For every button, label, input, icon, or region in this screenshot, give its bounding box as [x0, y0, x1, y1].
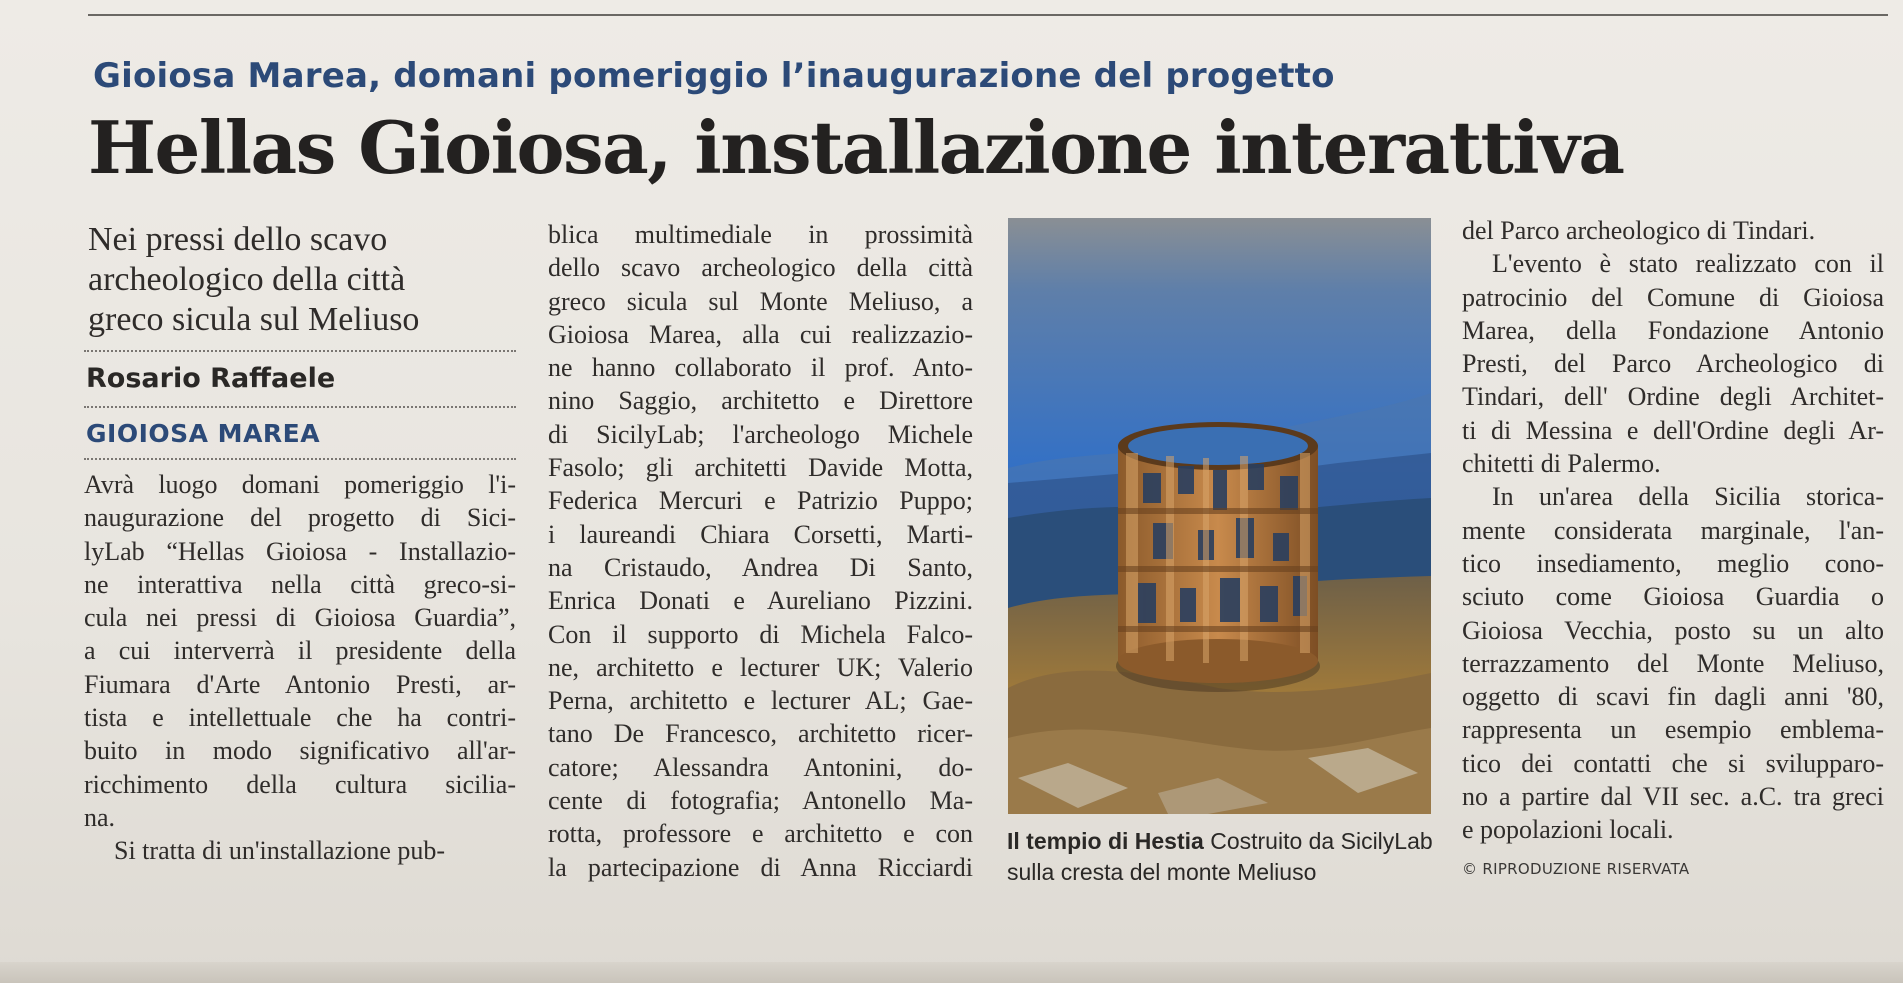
text-line: nino Saggio, architetto e Direttore	[548, 386, 973, 416]
subhead-line: greco sicula sul Meliuso	[88, 301, 420, 338]
photo-caption	[1007, 826, 1437, 888]
top-rule	[88, 14, 1888, 16]
text-line: tico dei contatti che si svilupparo-	[1462, 748, 1884, 778]
text-line: ne hanno collaborato il prof. Anto-	[548, 353, 973, 383]
text-line: ne, architetto e lecturer UK; Valerio	[548, 652, 973, 682]
column-1	[84, 220, 516, 868]
article-dateline: GIOIOSA MAREA	[86, 419, 321, 448]
column-2-body	[548, 218, 973, 884]
column-2	[548, 218, 973, 884]
subhead-line: archeologico della città	[88, 261, 406, 298]
text-line: rotta, professore e architetto e con	[548, 819, 973, 849]
text-line: cente di fotografia; Antonello Ma-	[548, 786, 973, 816]
text-line: lyLab “Hellas Gioiosa - Installazio-	[84, 536, 516, 566]
text-line: Enrica Donati e Aureliano Pizzini.	[548, 586, 973, 616]
text-line: Gioiosa Marea, alla cui realizzazio-	[548, 319, 973, 349]
text-line: chitetti di Palermo.	[1462, 449, 1661, 479]
text-line: blica multimediale in prossimità	[548, 220, 973, 249]
text-line: L'evento è stato realizzato con il	[1492, 249, 1884, 279]
text-line: Presti, del Parco Archeologico di	[1462, 349, 1884, 379]
text-line: sciuto come Gioiosa Guardia o	[1462, 582, 1884, 612]
caption-text: Costruito da SicilyLab sulla cresta del monte Meliuso	[1007, 828, 1433, 885]
text-line: na Cristaudo, Andrea Di Santo,	[548, 552, 973, 582]
column-1-body	[84, 468, 516, 868]
temple-illustration	[1008, 218, 1431, 814]
text-line: naugurazione del progetto di Sici-	[84, 503, 516, 533]
bottom-edge	[0, 962, 1903, 983]
text-line: Marea, della Fondazione Antonio	[1462, 315, 1884, 345]
text-line: di SicilyLab; l'archeologo Michele	[548, 419, 973, 449]
text-line: patrocinio del Comune di Gioiosa	[1462, 282, 1884, 312]
text-line: no a partire dal VII sec. a.C. tra greci	[1462, 782, 1884, 812]
text-line: ricchimento della cultura sicilia-	[84, 769, 516, 799]
text-line: greco sicula sul Monte Meliuso, a	[548, 286, 973, 316]
text-line: rappresenta un esempio emblema-	[1462, 715, 1884, 745]
text-line: dello scavo archeologico della città	[548, 253, 973, 283]
dotted-divider	[84, 458, 516, 460]
reproduction-notice: © RIPRODUZIONE RISERVATA	[1462, 859, 1690, 878]
text-line: catore; Alessandra Antonini, do-	[548, 752, 973, 782]
text-line: cula nei pressi di Gioiosa Guardia”,	[84, 603, 516, 633]
subhead-line: Nei pressi dello scavo	[88, 221, 388, 258]
text-line: Si tratta di un'installazione pub-	[114, 836, 446, 866]
text-line: del Parco archeologico di Tindari.	[1462, 216, 1816, 245]
text-line: e popolazioni locali.	[1462, 815, 1674, 845]
text-line: Federica Mercuri e Patrizio Puppo;	[548, 486, 973, 516]
text-line: tano De Francesco, architetto ricer-	[548, 719, 973, 749]
text-line: oggetto di scavi fin dagli anni '80,	[1462, 682, 1884, 712]
text-line: a cui interverrà il presidente della	[84, 636, 516, 666]
text-line: tico insediamento, meglio cono-	[1462, 548, 1884, 578]
article-kicker: Gioiosa Marea, domani pomeriggio l’inaugurazione del progetto	[93, 56, 1335, 96]
text-line: na.	[84, 802, 116, 832]
text-line: Avrà luogo domani pomeriggio l'i-	[84, 470, 516, 499]
text-line: tista e intellettuale che ha contri-	[84, 703, 516, 733]
text-line: terrazzamento del Monte Meliuso,	[1462, 648, 1884, 678]
text-line: i laureandi Chiara Corsetti, Marti-	[548, 519, 973, 549]
dotted-divider	[84, 406, 516, 408]
text-line: Gioiosa Vecchia, posto su un alto	[1462, 615, 1884, 645]
text-line: In un'area della Sicilia storica-	[1492, 482, 1884, 512]
article-subhead	[88, 220, 516, 340]
text-line: Tindari, dell' Ordine degli Architet-	[1462, 382, 1884, 412]
dotted-divider	[84, 350, 516, 352]
text-line: Fiumara d'Arte Antonio Presti, ar-	[84, 669, 516, 699]
column-4-body	[1462, 214, 1884, 847]
text-line: Perna, architetto e lecturer AL; Gae-	[548, 686, 973, 716]
text-line: ti di Messina e dell'Ordine degli Ar-	[1462, 415, 1884, 445]
text-line: la partecipazione di Anna Ricciardi	[548, 852, 973, 882]
text-line: ne interattiva nella città greco-si-	[84, 569, 516, 599]
temple-photo	[1008, 218, 1431, 814]
text-line: mente considerata marginale, l'an-	[1462, 515, 1884, 545]
text-line: buito in modo significativo all'ar-	[84, 736, 516, 766]
text-line: Con il supporto di Michela Falco-	[548, 619, 973, 649]
text-line: Fasolo; gli architetti Davide Motta,	[548, 453, 973, 483]
article-byline: Rosario Raffaele	[86, 363, 336, 394]
column-4	[1462, 214, 1884, 886]
caption-title: Il tempio di Hestia	[1007, 828, 1204, 854]
article-headline: Hellas Gioiosa, installazione interattiva	[88, 105, 1624, 190]
